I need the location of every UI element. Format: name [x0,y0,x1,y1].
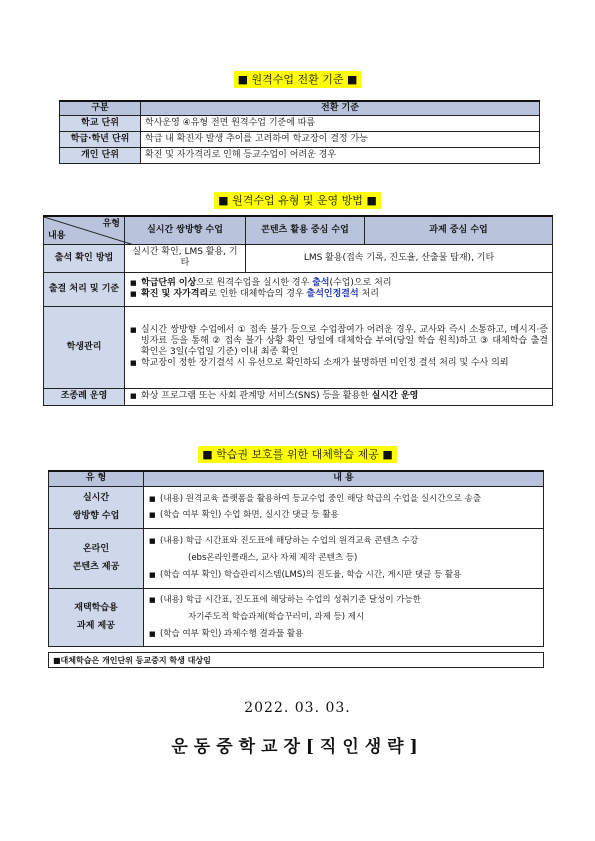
row-label: 출결 처리 및 기준 [44,272,125,306]
corner-header [44,216,125,244]
document-date: 2022. 03. 03. [244,700,351,716]
row-label: 학생관리 [44,306,125,388]
corner-bottom: 내용 [48,230,66,241]
col-header: 유 형 [49,471,144,486]
cell-realtime: 실시간 확인, LMS 활용, 기타 [125,244,246,272]
row-value: 확진 및 자가격리로 인해 등교수업이 어려운 경우 [141,147,540,163]
student-cell [125,306,553,388]
row-content: ■ (내용) 원격교육 플랫폼을 활용하여 등교수업 중인 해당 학급의 수업을 실시간으로 송출 ■ (학습 여부 확인) 수업 화면, 실시간 댓글 등 활용 [144,486,544,528]
col-header: 콘텐츠 활용 중심 수업 [246,216,365,244]
row-label: 개인 단위 [60,147,141,163]
table-row [49,588,544,646]
table-row [44,272,553,306]
alternative-table [48,470,544,647]
cell-others: LMS 활용(접속 기록, 진도율, 산출물 탑재), 기타 [246,244,553,272]
table-row [44,244,553,272]
row-content: ■ (내용) 학급 시간표, 진도표에 해당하는 수업의 성취기준 달성이 가능한 자기주도적 학습과제(학습꾸러미, 과제 등) 제시 ■ (학습 여부 확인) 과제수행 결과물 활용 [144,588,544,646]
list-item: ■ 학교장이 정한 장기결석 시 유선으로 확인하되 소재가 불명하면 미인정 결석 처리 및 수사 의뢰 [141,358,548,369]
table-row [44,388,553,405]
col-header: 내 용 [144,471,544,486]
col-header: 과제 중심 수업 [365,216,553,244]
row-value: 학급 내 확진자 발생 추이를 고려하여 학교장이 결정 가능 [141,131,540,147]
signature: 운동중학교장[직인생략] [171,737,424,757]
row-label: 학교 단위 [60,115,141,131]
section2-title: ■ 원격수업 유형 및 운영 방법 ■ [0,192,595,208]
corner-top: 유형 [102,219,120,229]
table-row [49,486,544,528]
table-row [60,131,540,147]
row-label: 재택학습용 과제 제공 [49,588,144,646]
section3-title: ■ 학습권 보호를 위한 대체학습 제공 ■ [0,446,595,462]
row-label: 출석 확인 방법 [44,244,125,272]
row-content: ■ (내용) 학급 시간표와 진도표에 해당하는 수업의 원격교육 콘텐츠 수강 (ebs온라인클래스, 교사 자체 제작 콘텐츠 등) ■ (학습 여부 확인) 학습관리시스템(LMS)의 진도율, 학습 시간, 게시판 댓글 등 활용 [144,528,544,588]
table-row [49,528,544,588]
list-item: ■ 실시간 쌍방향 수업에서 ① 접속 불가 등으로 수업참여가 어려운 경우, 교사와 즉시 소통하고, 메시지·증빙자료 등을 통해 ② 접속 불가 상황 확인 당일에 대체학습 부여(당일 학습 원칙)하고 ③ 대체학습 출결 확인은 3일(수업일 기준) 이내 최종 확인 [141,325,548,358]
table-row [44,306,553,388]
row-label: 조종례 운영 [44,388,125,405]
table-row [60,147,540,163]
col-header: 전환 기준 [141,101,540,115]
row-value: 학사운영 ④유형 전면 원격수업 기준에 따름 [141,115,540,131]
table-row [60,115,540,131]
homeroom-cell: ■ 화상 프로그램 또는 사회 관계망 서비스(SNS) 등을 활용한 실시간 운영 [125,388,553,405]
row-label: 실시간 쌍방향 수업 [49,486,144,528]
note-box: ■대체학습은 개인단위 등교중지 학생 대상임 [48,652,544,668]
row-label: 학급·학년 단위 [60,131,141,147]
col-header: 실시간 쌍방향 수업 [125,216,246,244]
col-header: 구분 [60,101,141,115]
section1-title: ■ 원격수업 전환 기준 ■ [0,71,595,87]
row-label: 온라인 콘텐츠 제공 [49,528,144,588]
absence-cell: ■ 학급단위 이상으로 원격수업을 실시한 경우 출석(수업)으로 처리 ■ 확진 및 자가격리로 인한 대체학습의 경우 출석인정결석 처리 [125,272,553,306]
operation-table [43,215,553,406]
criteria-table [59,100,540,164]
